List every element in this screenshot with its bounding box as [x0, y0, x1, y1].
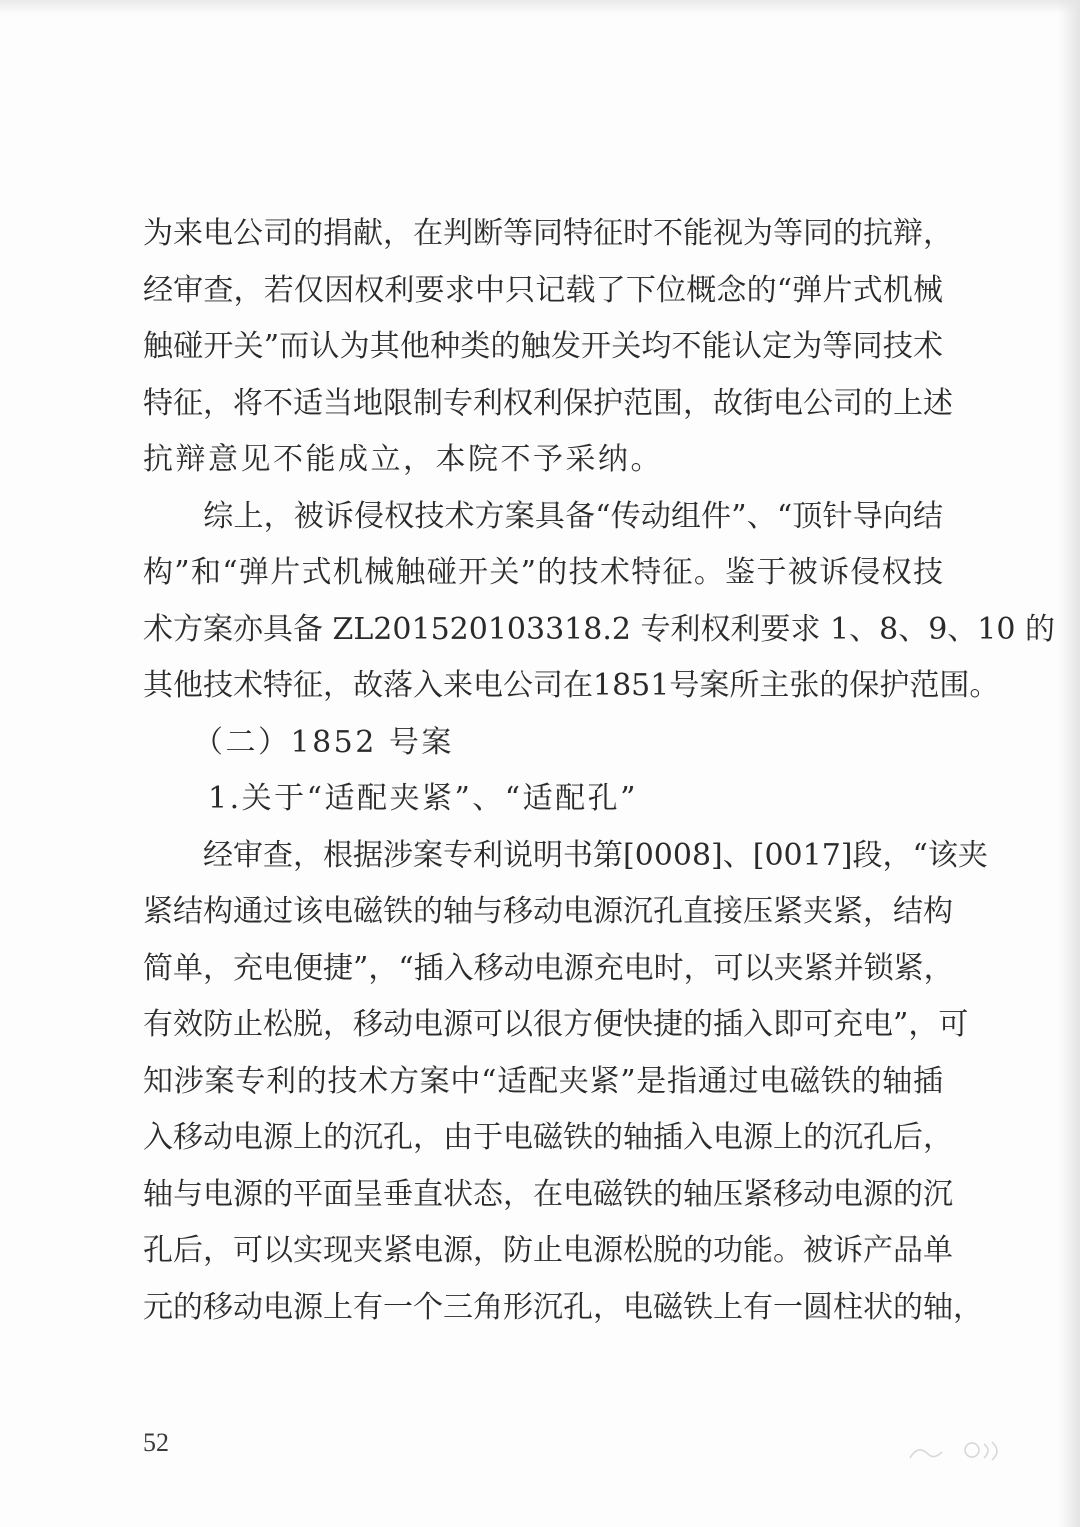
page-number: 52: [143, 1428, 169, 1457]
scan-shadow-right: [1058, 0, 1080, 1527]
text-line: 元的移动电源上有一个三角形沉孔，电磁铁上有一圆柱状的轴，: [143, 1289, 983, 1325]
text-line: 术方案亦具备 ZL201520103318.2 专利权利要求 1、8、9、10 的: [143, 611, 1056, 647]
scan-shadow-top: [0, 0, 1080, 14]
body-text: [143, 206, 1056, 1336]
text-line: 为来电公司的捐献，在判断等同特征时不能视为等同的抗辩，: [143, 216, 953, 251]
text-line: 构”和“弹片式机械触碰开关”的技术特征。鉴于被诉侵权技: [143, 555, 943, 590]
text-line: 有效防止松脱，移动电源可以很方便快捷的插入即可充电”，可: [143, 1007, 969, 1042]
text-line: 特征，将不适当地限制专利权利保护范围，故街电公司的上述: [143, 385, 953, 421]
text-line: 紧结构通过该电磁铁的轴与移动电源沉孔直接压紧夹紧，结构: [143, 894, 953, 929]
text-line: 入移动电源上的沉孔，由于电磁铁的轴插入电源上的沉孔后，: [143, 1120, 953, 1155]
watermark-icon: [900, 1430, 1010, 1470]
text-line: 综上，被诉侵权技术方案具备“传动组件”、“顶针导向结: [143, 498, 943, 534]
text-line: 简单，充电便捷”，“插入移动电源充电时，可以夹紧并锁紧，: [143, 950, 954, 986]
text-line: 轴与电源的平面呈垂直状态，在电磁铁的轴压紧移动电源的沉: [143, 1176, 953, 1212]
section-heading: （二）1852 号案: [143, 724, 454, 760]
text-line: 经审查，根据涉案专利说明书第[0008]、[0017]段，“该夹: [143, 837, 988, 873]
text-line: 其他技术特征，故落入来电公司在1851号案所主张的保护范围。: [143, 668, 1000, 703]
text-line: 抗辩意见不能成立，本院不予采纳。: [143, 442, 663, 477]
text-line: 触碰开关”而认为其他种类的触发开关均不能认定为等同技术: [143, 329, 943, 364]
text-line: 知涉案专利的技术方案中“适配夹紧”是指通过电磁铁的轴插: [143, 1063, 943, 1099]
text-line: 经审查，若仅因权利要求中只记载了下位概念的“弹片式机械: [143, 272, 943, 308]
text-line: 孔后，可以实现夹紧电源，防止电源松脱的功能。被诉产品单: [143, 1233, 953, 1268]
subsection-heading: 1.关于“适配夹紧”、“适配孔”: [143, 781, 638, 816]
